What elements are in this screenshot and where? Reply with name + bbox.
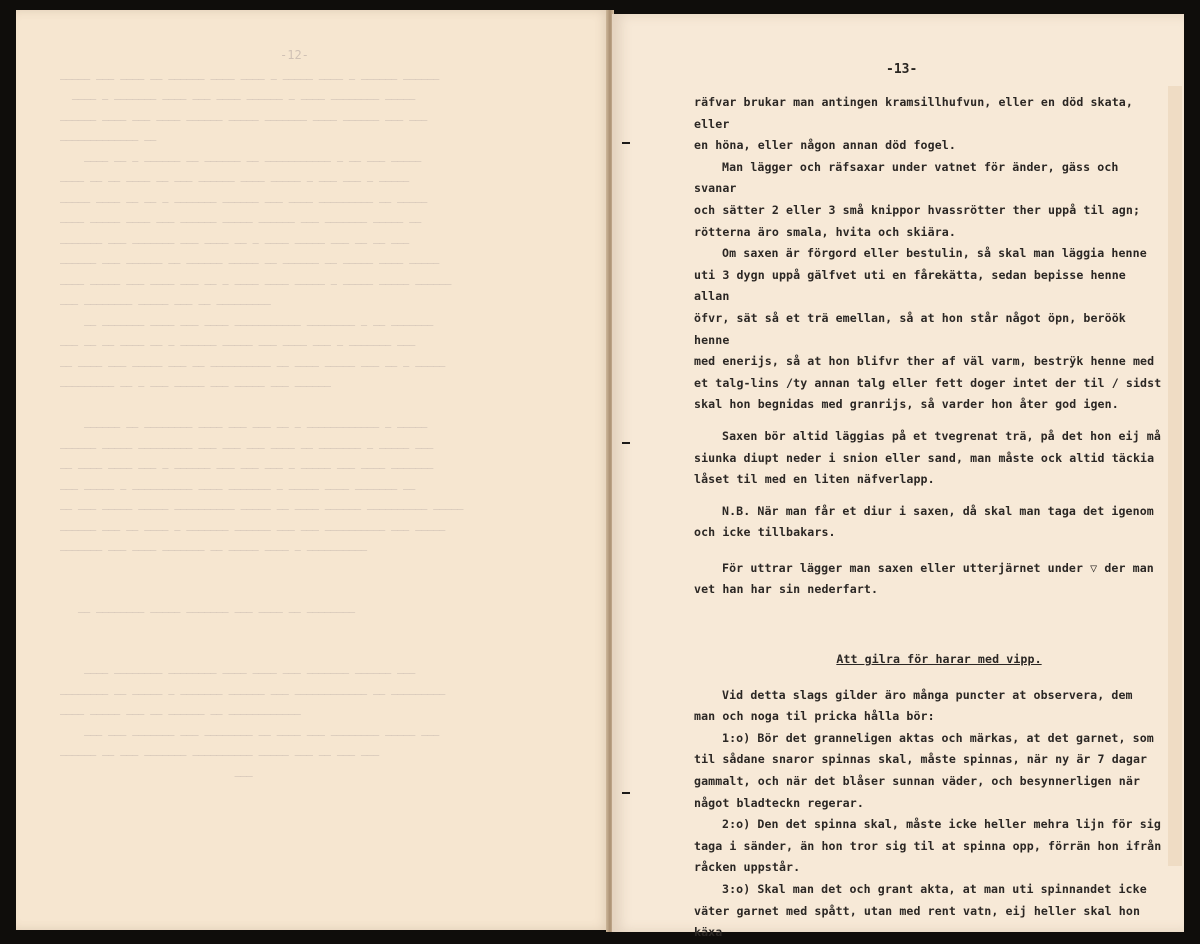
left-page-number: -12-: [280, 48, 309, 62]
margin-mark: [622, 442, 630, 444]
text-line: Om saxen är förgord eller bestulin, så skal man läggia henne: [722, 246, 1147, 261]
text-line: vet han har sin nederfart.: [694, 582, 879, 597]
text-line: låset til med en liten näfverlapp.: [694, 472, 935, 487]
page-number: -13-: [886, 62, 918, 77]
bleed-through-text: ───── ─── ──── ── ────── ──── ──── ─ ───── ──── ─ ────── ────── ──── ─ ─────── ──── ─── ──── ────── ─ ──── ──────── ───── ────── ──── ─── ──── ────── ───── ─────── ──── ────── ─── ─── ───────────── ── ──── ── ─ ────── ── ────── ── ─────────── ─ ── ─── ───── ──── ── ── ──── ── ─── ────── ──── ───── ─ ─── ─── ─ ───── ───── ──── ── ── ─ ─────── ────── ─── ──── ───────── ── ───── ──── ───── ──── ─── ────── ───── ────── ─── ─────── ───── ── ─────── ─── ─────── ─── ──── ── ─ ──── ───── ─── ── ── ─── ────── ─── ────── ── ────── ───── ── ────── ── ───── ──── ───── ──── ───── ─── ──── ─── ── ─ ──── ──── ───── ─ ───── ───── ────── ─── ──────── ───── ─── ── ───────── ── ─────── ──── ─── ──── ─────────── ──────── ─ ── ─────── ─── ── ── ──── ── ─ ────── ───── ─── ──── ─── ─ ─────── ─── ── ──── ─── ───── ─── ── ────────── ── ──── ───── ─── ── ─ ───── ───────── ── ─ ─── ───── ─── ───── ─── ────── ────── ── ──────── ──── ─── ─── ── ─ ──────────── ─ ───── ────── ───── ───────── ─── ─── ─── ──── ── ─────── ─ ───── ─── ── ──── ──── ─── ─ ────── ─── ─── ─── ─ ───── ─── ──── ─────── ─── ───── ─ ────────── ──── ─────── ─ ───── ──── ─────── ── ── ─── ───── ───── ────────── ───── ── ──── ────── ────────── ───── ────── ─── ── ──── ─ ─────── ────── ─── ─── ────────── ─── ───── ─────── ─── ──── ─────── ── ───── ──── ─ ────────── ── ──────── ───── ─────── ─── ──── ── ──────── ──── ──────── ──────── ──── ──── ─── ─────── ────── ─── ──────── ── ───── ─ ─────── ────── ─── ──────────── ── ───────── ──── ───── ─── ── ────── ── ──────────── ─── ─── ─────── ─── ──────── ── ──── ─── ──────── ───── ─── ────── ── ─── ─────── ────────── ───── ─── ── ─── ─── ───: [60, 74, 464, 783]
text-line: taga i sänder, än hon tror sig til at spinna opp, förrän hon ifrån: [694, 838, 1162, 853]
text-line: Vid detta slags gilder äro många puncter at observera, dem: [722, 687, 1133, 702]
text-line: et talg-lins /ty annan talg eller fett doger intet der til / sidst: [694, 375, 1162, 390]
text-line: Saxen bör altid läggias på et tvegrenat trä, på det hon eij må: [722, 428, 1161, 443]
text-line: väter garnet med spått, utan med rent vatn, eij heller skal hon käxa: [694, 903, 1141, 940]
text-line: en höna, eller någon annan död fogel.: [694, 138, 956, 153]
text-line: 3:o) Skal man det och grant akta, at man uti spinnandet icke: [722, 882, 1147, 896]
text-line: råcken uppstår.: [694, 860, 801, 875]
text-line: öfvr, sät så et trä emellan, så at hon står något öpn, beröök henne: [694, 310, 1126, 347]
section-heading: Att gilra för harar med vipp.: [836, 652, 1042, 667]
text-line: N.B. När man får et diur i saxen, då skal man taga det igenom: [722, 503, 1154, 518]
text-line: rötterna äro smala, hvita och skiära.: [694, 224, 956, 239]
text-line: och sätter 2 eller 3 små knippor hvassrötter ther uppå til agn;: [694, 202, 1141, 217]
text-line: 2:o) Den det spinna skal, måste icke heller mehra lijn för sig: [722, 817, 1161, 832]
margin-mark: [622, 142, 630, 144]
text-line: och icke tillbakars.: [694, 525, 836, 540]
text-line: uti 3 dygn uppå gälfvet uti en fårekätta, sedan bepisse henne allan: [694, 267, 1126, 304]
text-line: man och noga til pricka hålla bör:: [694, 709, 935, 724]
page-stack-edge: [1168, 86, 1182, 866]
text-line: skal hon begnidas med granrijs, så varder hon åter god igen.: [694, 397, 1119, 412]
text-line: til sådane snaror spinnas skal, måste spinnas, när ny är 7 dagar: [694, 752, 1148, 767]
margin-mark: [622, 792, 630, 794]
text-line: Man lägger och räfsaxar under vatnet för änder, gäss och svanar: [694, 159, 1119, 196]
text-line: 1:o) Bör det granneligen aktas och märkas, at det garnet, som: [722, 730, 1154, 745]
text-line: något bladteckn regerar.: [694, 795, 864, 810]
text-line: räfvar brukar man antingen kramsillhufvun, eller en död skata, eller: [694, 95, 1133, 131]
text-line: med enerijs, så at hon blifvr ther af väl varm, bestrÿk henne med: [694, 354, 1155, 369]
text-line: För uttrar lägger man saxen eller utterjärnet under ▽ der man: [722, 560, 1154, 575]
text-line: gammalt, och när det blåser sunnan väder, och besynnerligen när: [694, 774, 1141, 789]
text-line: siunka diupt neder i snion eller sand, man måste ock altid täckia: [694, 450, 1155, 465]
page-body: [694, 92, 1164, 944]
